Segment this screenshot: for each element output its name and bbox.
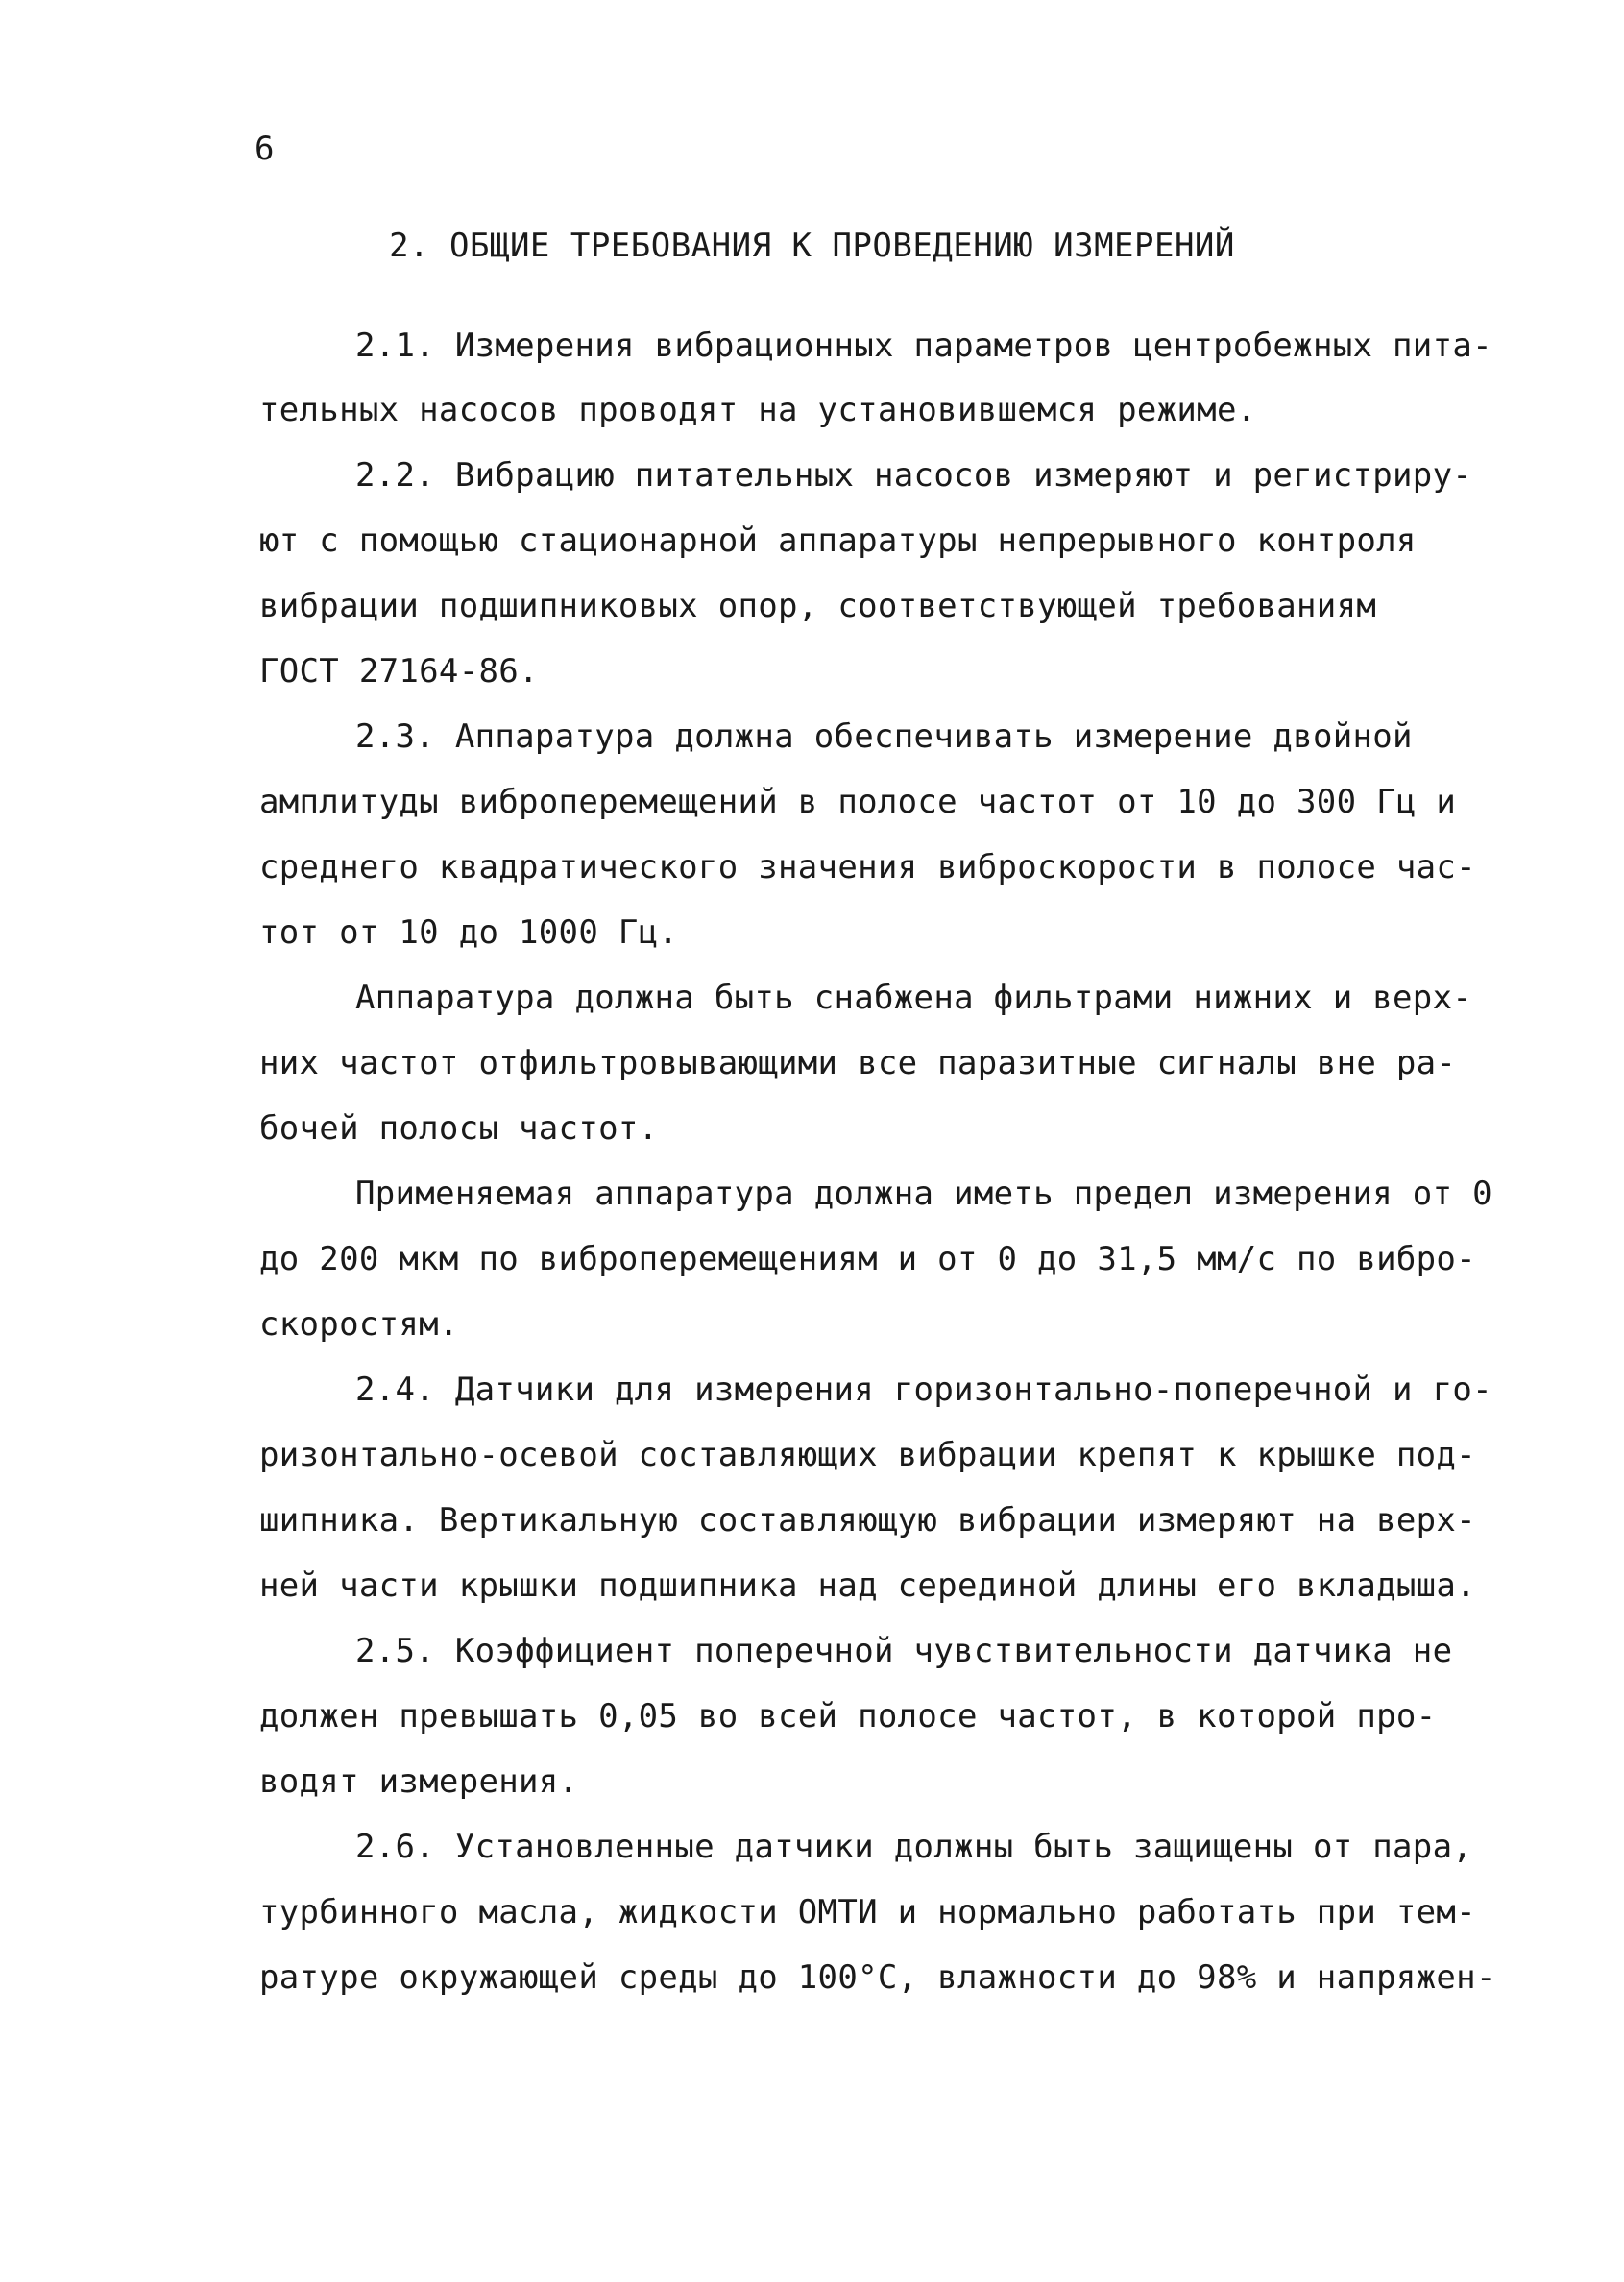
text-line-11: Аппаратура должна быть снабжена фильтрами нижних и верх- bbox=[355, 979, 1473, 1017]
text-line-24: 2.6. Установленные датчики должны быть защищены от пара, bbox=[355, 1828, 1473, 1866]
text-line-15: до 200 мкм по виброперемещениям и от 0 до 31,5 мм/с по вибро- bbox=[259, 1240, 1476, 1278]
section-heading: 2. ОБЩИЕ ТРЕБОВАНИЯ К ПРОВЕДЕНИЮ ИЗМЕРЕНИЙ bbox=[389, 227, 1235, 265]
text-line-21: 2.5. Коэффициент поперечной чувствительности датчика не bbox=[355, 1632, 1453, 1670]
text-line-26: ратуре окружающей среды до 100°С, влажности до 98% и напряжен- bbox=[259, 1958, 1496, 1997]
text-line-18: ризонтально-осевой составляющих вибрации крепят к крышке под- bbox=[259, 1436, 1476, 1474]
text-line-19: шипника. Вертикальную составляющую вибрации измеряют на верх- bbox=[259, 1501, 1476, 1540]
text-line-23: водят измерения. bbox=[259, 1762, 579, 1801]
text-line-13: бочей полосы частот. bbox=[259, 1109, 659, 1148]
text-line-16: скоростям. bbox=[259, 1305, 459, 1344]
text-line-7: 2.3. Аппаратура должна обеспечивать измерение двойной bbox=[355, 717, 1413, 756]
text-line-2: тельных насосов проводят на установившемся режиме. bbox=[259, 391, 1257, 429]
text-line-9: среднего квадратического значения виброскорости в полосе час- bbox=[259, 848, 1476, 886]
text-line-8: амплитуды виброперемещений в полосе частот от 10 до 300 Гц и bbox=[259, 783, 1457, 821]
text-line-6: ГОСТ 27164-86. bbox=[259, 652, 539, 691]
text-line-12: них частот отфильтровывающими все паразитные сигналы вне ра- bbox=[259, 1044, 1457, 1082]
text-line-10: тот от 10 до 1000 Гц. bbox=[259, 913, 679, 952]
text-line-25: турбинного масла, жидкости ОМТИ и нормально работать при тем- bbox=[259, 1893, 1476, 1931]
text-line-4: ют с помощью стационарной аппаратуры непрерывного контроля bbox=[259, 522, 1417, 560]
text-line-5: вибрации подшипниковых опор, соответствующей требованиям bbox=[259, 587, 1377, 625]
text-line-1: 2.1. Измерения вибрационных параметров центробежных пита- bbox=[355, 327, 1492, 365]
page-number: 6 bbox=[255, 130, 275, 168]
text-line-17: 2.4. Датчики для измерения горизонтально-поперечной и го- bbox=[355, 1371, 1492, 1409]
text-line-3: 2.2. Вибрацию питательных насосов измеряют и регистриру- bbox=[355, 456, 1473, 495]
text-line-20: ней части крышки подшипника над серединой длины его вкладыша. bbox=[259, 1566, 1476, 1605]
text-line-14: Применяемая аппаратура должна иметь предел измерения от 0 bbox=[355, 1175, 1492, 1213]
text-line-22: должен превышать 0,05 во всей полосе частот, в которой про- bbox=[259, 1697, 1437, 1736]
